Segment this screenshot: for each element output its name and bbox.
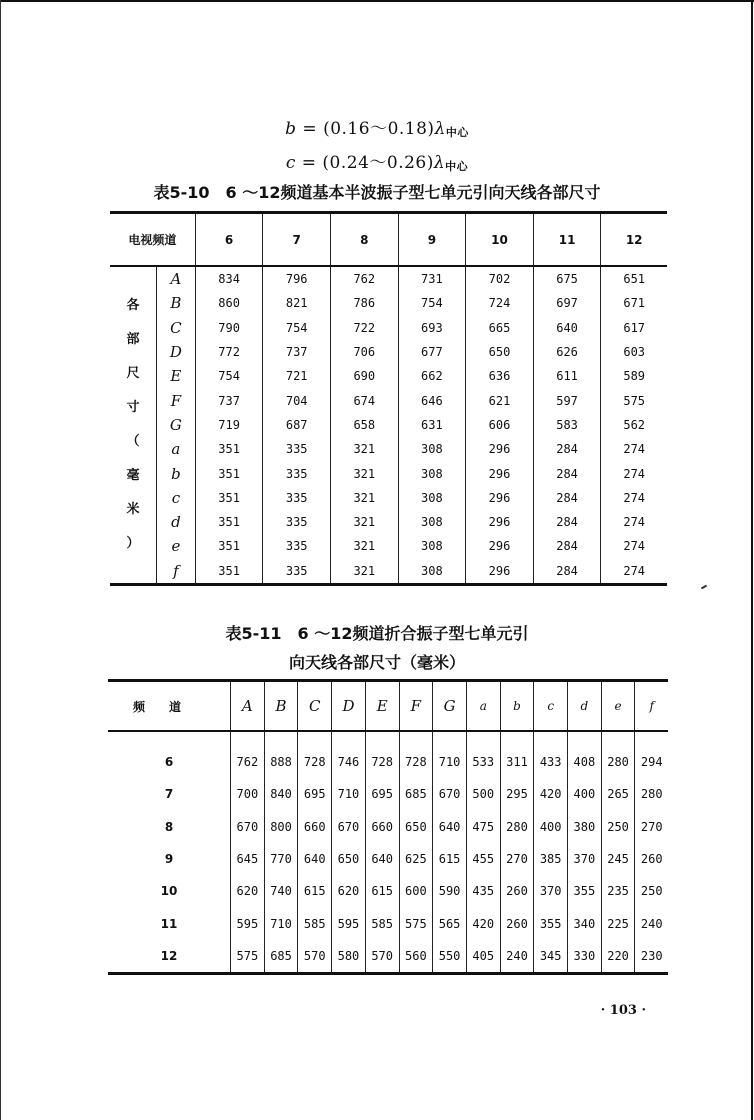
table10-cell: 754: [263, 316, 331, 340]
table10-cell: 351: [195, 486, 263, 510]
table11-column-header: f: [635, 681, 668, 732]
table11-cell: 280: [635, 778, 668, 810]
scan-speck: [701, 585, 707, 590]
table-row: [110, 559, 667, 585]
table10-cell: 606: [466, 413, 534, 437]
table10-row-label: G: [157, 413, 196, 437]
table10-cell: 284: [533, 461, 601, 485]
table10-cell: 675: [533, 266, 601, 291]
table11-cell: 370: [534, 875, 568, 907]
table11-column-header: c: [534, 681, 568, 732]
table10-cell: 589: [601, 364, 667, 388]
table11-row-channel: 10: [160, 884, 178, 899]
table10-cell: 284: [533, 510, 601, 534]
table11-cell: 660: [365, 811, 399, 843]
table11-cell: 311: [500, 731, 534, 778]
table11-cell: 580: [332, 940, 366, 974]
formula-c-subscript: 中心: [445, 160, 469, 173]
formula-c-expression: = (0.24～0.26): [295, 153, 434, 173]
table11-body: [108, 731, 668, 974]
table11-cell: 888: [264, 731, 298, 778]
table11-column-header: d: [568, 681, 602, 732]
table-5-11: [108, 679, 668, 975]
table10-cell: 636: [466, 364, 534, 388]
table-row: [108, 731, 668, 778]
table10-cell: 754: [398, 291, 466, 315]
table10-cell: 646: [398, 388, 466, 412]
table10-row-label: C: [157, 316, 196, 340]
table11-cell: 615: [298, 875, 332, 907]
table10-cell: 308: [398, 559, 466, 585]
table10-cell: 351: [195, 534, 263, 558]
table10-cell: 308: [398, 461, 466, 485]
table11-cell: 620: [231, 875, 265, 907]
table-row: [108, 907, 668, 939]
table-row: [108, 811, 668, 843]
table10-cell: 583: [533, 413, 601, 437]
formula-b-expression: = (0.16～0.18): [296, 119, 435, 139]
table11-cell: 420: [466, 907, 500, 939]
table10-cell: 762: [331, 266, 399, 291]
table10-row-label: f: [157, 559, 196, 585]
table11-cell: 280: [500, 811, 534, 843]
table11-cell: 640: [298, 843, 332, 875]
table10-cell: 704: [263, 388, 331, 412]
table11-cell: 455: [466, 843, 500, 875]
table10-cell: 284: [533, 486, 601, 510]
table11-row-channel: 7: [164, 787, 174, 802]
table10-row-label: A: [157, 266, 196, 291]
table10-channel-header: 8: [331, 213, 399, 267]
table11-row-channel: 11: [160, 916, 178, 931]
table11-cell: 565: [433, 907, 467, 939]
table11-cell: 420: [534, 778, 568, 810]
table10-cell: 671: [601, 291, 667, 315]
table11-cell: 550: [433, 940, 467, 974]
table11-cell: 250: [635, 875, 668, 907]
table10-row-label: a: [157, 437, 196, 461]
table10-cell: 284: [533, 437, 601, 461]
table-row: [108, 778, 668, 810]
table11-column-header: D: [332, 681, 366, 732]
table11-cell: 670: [332, 811, 366, 843]
table11-row-channel: 9: [164, 852, 174, 867]
table11-column-header: e: [601, 681, 635, 732]
table11-cell: 240: [635, 907, 668, 939]
table10-cell: 754: [195, 364, 263, 388]
table11-row-channel: 6: [164, 755, 174, 770]
table11-cell: 260: [500, 875, 534, 907]
table11-cell: 435: [466, 875, 500, 907]
table-row: [110, 364, 667, 388]
table10-cell: 321: [331, 437, 399, 461]
table10-cell: 631: [398, 413, 466, 437]
table10-cell: 335: [263, 486, 331, 510]
table10-row-label: D: [157, 340, 196, 364]
table11-cell: 625: [399, 843, 433, 875]
table11-cell: 685: [399, 778, 433, 810]
table10-cell: 296: [466, 486, 534, 510]
table10-cell: 724: [466, 291, 534, 315]
table10-cell: 722: [331, 316, 399, 340]
table10-cell: 321: [331, 510, 399, 534]
table10-cell: 702: [466, 266, 534, 291]
table11-cell: 570: [298, 940, 332, 974]
table10-cell: 335: [263, 461, 331, 485]
table10-channel-header: 7: [263, 213, 331, 267]
table11-cell: 408: [568, 731, 602, 778]
table11-cell: 670: [433, 778, 467, 810]
table10-cell: 296: [466, 534, 534, 558]
table11-cell: 585: [365, 907, 399, 939]
table11-cell: 650: [399, 811, 433, 843]
table11-column-header: E: [365, 681, 399, 732]
table11-cell: 762: [231, 731, 265, 778]
table10-cell: 834: [195, 266, 263, 291]
table11-cell: 433: [534, 731, 568, 778]
table11-cell: 670: [231, 811, 265, 843]
table11-cell: 280: [601, 731, 635, 778]
table10-cell: 651: [601, 266, 667, 291]
table11-cell: 695: [298, 778, 332, 810]
table10-group-label: 各 部 尺 寸 （ 毫 米 ）: [126, 297, 140, 551]
formula-b-variable: b: [285, 119, 297, 139]
table10-cell: 626: [533, 340, 601, 364]
table10-row-label: B: [157, 291, 196, 315]
table10-channel-header: 12: [601, 213, 667, 267]
table10-cell: 308: [398, 534, 466, 558]
table11-cell: 294: [635, 731, 668, 778]
table-row: [110, 291, 667, 315]
table11-cell: 400: [534, 811, 568, 843]
table10-cell: 296: [466, 437, 534, 461]
table11-cell: 270: [635, 811, 668, 843]
table10-row-label: e: [157, 534, 196, 558]
table10-title: 表5-10 6 ～12频道基本半波振子型七单元引向天线各部尺寸: [153, 183, 601, 202]
table11-title-line2: 向天线各部尺寸（毫米）: [288, 653, 465, 672]
table11-cell: 245: [601, 843, 635, 875]
table11-cell: 260: [635, 843, 668, 875]
table11-cell: 700: [231, 778, 265, 810]
table10-cell: 658: [331, 413, 399, 437]
table11-cell: 710: [433, 731, 467, 778]
table11-cell: 840: [264, 778, 298, 810]
table10-cell: 335: [263, 534, 331, 558]
table10-cell: 786: [331, 291, 399, 315]
table10-cell: 731: [398, 266, 466, 291]
table10-channel-header: 9: [398, 213, 466, 267]
table10-cell: 274: [601, 534, 667, 558]
table11-cell: 560: [399, 940, 433, 974]
table10-cell: 321: [331, 559, 399, 585]
page-number: · 103 ·: [600, 1003, 646, 1018]
table11-cell: 500: [466, 778, 500, 810]
table10-cell: 706: [331, 340, 399, 364]
table11-cell: 645: [231, 843, 265, 875]
table10-cell: 562: [601, 413, 667, 437]
table10-cell: 611: [533, 364, 601, 388]
table11-column-header: a: [466, 681, 500, 732]
table11-cell: 728: [399, 731, 433, 778]
table-row: [108, 940, 668, 974]
table11-cell: 640: [365, 843, 399, 875]
table10-cell: 321: [331, 461, 399, 485]
table10-cell: 662: [398, 364, 466, 388]
table-row: [110, 461, 667, 485]
table10-cell: 772: [195, 340, 263, 364]
table11-column-header: G: [433, 681, 467, 732]
table10-cell: 650: [466, 340, 534, 364]
table11-row-channel: 8: [164, 819, 174, 834]
table10-cell: 597: [533, 388, 601, 412]
table10-cell: 284: [533, 559, 601, 585]
table11-cell: 235: [601, 875, 635, 907]
table11-cell: 710: [264, 907, 298, 939]
table10-cell: 687: [263, 413, 331, 437]
table11-cell: 728: [298, 731, 332, 778]
table-row: [110, 437, 667, 461]
table11-cell: 345: [534, 940, 568, 974]
table10-cell: 284: [533, 534, 601, 558]
table11-cell: 250: [601, 811, 635, 843]
table10-row-label: c: [157, 486, 196, 510]
table10-cell: 335: [263, 437, 331, 461]
table11-cell: 570: [365, 940, 399, 974]
table10-row-label: b: [157, 461, 196, 485]
table11-header-label: 频道: [108, 681, 231, 732]
table11-cell: 340: [568, 907, 602, 939]
table10-cell: 640: [533, 316, 601, 340]
table10-cell: 321: [331, 486, 399, 510]
table11-header-row: [108, 681, 668, 732]
table10-cell: 697: [533, 291, 601, 315]
table10-cell: 308: [398, 437, 466, 461]
table10-cell: 737: [195, 388, 263, 412]
table10-channel-header: 11: [533, 213, 601, 267]
table11-cell: 615: [365, 875, 399, 907]
table10-channel-header: 10: [466, 213, 534, 267]
table10-cell: 296: [466, 510, 534, 534]
table10-cell: 296: [466, 461, 534, 485]
table11-cell: 260: [500, 907, 534, 939]
table11-cell: 585: [298, 907, 332, 939]
table11-column-header: B: [264, 681, 298, 732]
table11-column-header: F: [399, 681, 433, 732]
table11-cell: 295: [500, 778, 534, 810]
table10-row-label: E: [157, 364, 196, 388]
table11-cell: 595: [332, 907, 366, 939]
table10-cell: 821: [263, 291, 331, 315]
table11-title-line1: 表5-11 6 ～12频道折合振子型七单元引: [225, 624, 529, 643]
table10-cell: 617: [601, 316, 667, 340]
table-row: [110, 534, 667, 558]
table10-body: [110, 266, 667, 584]
table11-cell: 270: [500, 843, 534, 875]
table11-cell: 220: [601, 940, 635, 974]
table10-row-label: d: [157, 510, 196, 534]
table10-cell: 274: [601, 486, 667, 510]
table11-cell: 650: [332, 843, 366, 875]
table10-cell: 351: [195, 437, 263, 461]
table11-cell: 660: [298, 811, 332, 843]
table11-cell: 230: [635, 940, 668, 974]
table11-column-header: b: [500, 681, 534, 732]
table11-cell: 695: [365, 778, 399, 810]
table11-cell: 330: [568, 940, 602, 974]
table10-cell: 274: [601, 510, 667, 534]
table11-cell: 615: [433, 843, 467, 875]
table10-cell: 677: [398, 340, 466, 364]
table10-cell: 721: [263, 364, 331, 388]
table10-cell: 335: [263, 559, 331, 585]
table11-cell: 800: [264, 811, 298, 843]
table10-cell: 603: [601, 340, 667, 364]
table11-cell: 620: [332, 875, 366, 907]
table10-cell: 796: [263, 266, 331, 291]
formula-b: [0, 114, 754, 140]
table10-cell: 737: [263, 340, 331, 364]
table11-cell: 355: [534, 907, 568, 939]
table11-cell: 590: [433, 875, 467, 907]
table10-cell: 321: [331, 534, 399, 558]
formula-b-lambda: λ: [434, 119, 446, 139]
table11-cell: 746: [332, 731, 366, 778]
formula-c-lambda: λ: [433, 153, 446, 173]
table11-column-header: A: [231, 681, 265, 732]
table10-row-label: F: [157, 388, 196, 412]
table11-cell: 575: [399, 907, 433, 939]
table11-cell: 265: [601, 778, 635, 810]
table10-cell: 274: [601, 461, 667, 485]
table-row: [110, 413, 667, 437]
table10-cell: 351: [195, 559, 263, 585]
table11-row-channel: 12: [160, 948, 178, 963]
table11-cell: 225: [601, 907, 635, 939]
table11-cell: 740: [264, 875, 298, 907]
table10-cell: 296: [466, 559, 534, 585]
table-row: [108, 875, 668, 907]
table11-cell: 595: [231, 907, 265, 939]
table11-cell: 385: [534, 843, 568, 875]
table11-cell: 770: [264, 843, 298, 875]
formula-c: [0, 148, 754, 174]
table11-cell: 728: [365, 731, 399, 778]
table10-cell: 575: [601, 388, 667, 412]
table10-cell: 308: [398, 510, 466, 534]
table10-cell: 308: [398, 486, 466, 510]
table11-cell: 380: [568, 811, 602, 843]
table10-cell: 335: [263, 510, 331, 534]
table11-cell: 575: [231, 940, 265, 974]
table-row: [108, 843, 668, 875]
table11-cell: 600: [399, 875, 433, 907]
table11-cell: 533: [466, 731, 500, 778]
table11-column-header: C: [298, 681, 332, 732]
table11-cell: 710: [332, 778, 366, 810]
formula-b-subscript: 中心: [445, 126, 469, 139]
formula-c-variable: c: [285, 153, 296, 173]
table11-cell: 640: [433, 811, 467, 843]
table-row: [110, 510, 667, 534]
table11-cell: 240: [500, 940, 534, 974]
table-row: [110, 266, 667, 291]
table10-cell: 719: [195, 413, 263, 437]
table10-header-row: [110, 213, 667, 267]
table-row: [110, 486, 667, 510]
scan-border-top: [0, 0, 754, 2]
table11-cell: 400: [568, 778, 602, 810]
table10-cell: 690: [331, 364, 399, 388]
table10-cell: 274: [601, 559, 667, 585]
table11-cell: 685: [264, 940, 298, 974]
table-row: [110, 316, 667, 340]
table10-cell: 860: [195, 291, 263, 315]
table-5-10: [110, 211, 667, 586]
table10-cell: 674: [331, 388, 399, 412]
table-row: [110, 340, 667, 364]
table10-channel-header: 6: [195, 213, 263, 267]
table10-cell: 621: [466, 388, 534, 412]
table11-cell: 370: [568, 843, 602, 875]
table10-cell: 351: [195, 510, 263, 534]
table-row: [110, 388, 667, 412]
table10-cell: 693: [398, 316, 466, 340]
table10-cell: 665: [466, 316, 534, 340]
table11-cell: 355: [568, 875, 602, 907]
table10-cell: 274: [601, 437, 667, 461]
table11-cell: 405: [466, 940, 500, 974]
table10-cell: 351: [195, 461, 263, 485]
table11-cell: 475: [466, 811, 500, 843]
table10-cell: 790: [195, 316, 263, 340]
table10-header-label: 电视频道: [110, 213, 195, 267]
